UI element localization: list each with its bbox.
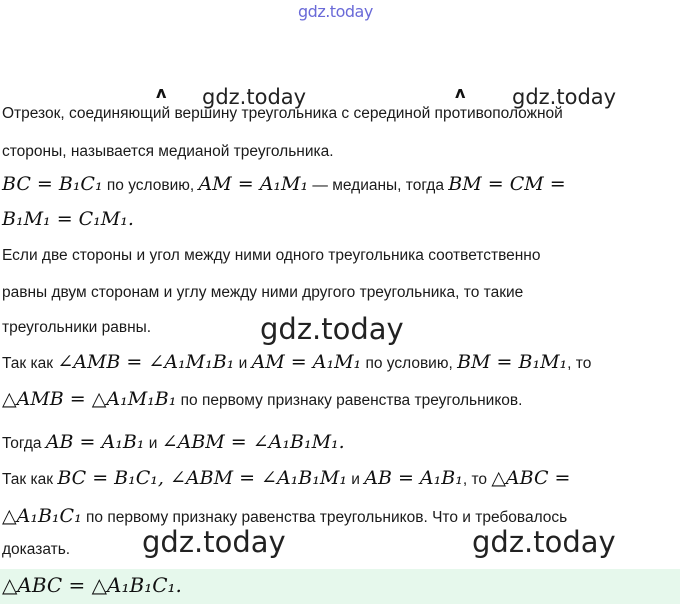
text-line: стороны, называется медианой треугольника.	[2, 143, 334, 160]
text-span: и	[144, 435, 162, 452]
math-expr: B₁M₁ = C₁M₁.	[2, 208, 134, 230]
text-line	[2, 505, 567, 527]
text-line	[2, 351, 591, 373]
math-expr: AB = A₁B₁	[45, 431, 145, 453]
math-expr: BC = B₁C₁	[2, 173, 103, 195]
text-span: по первому признаку равенства треугольников. Что и требовалось	[81, 509, 568, 526]
math-expr: △AMB = △A₁M₁B₁	[2, 388, 177, 410]
text-line	[2, 467, 570, 489]
watermark-top: gdz.today	[298, 2, 373, 21]
math-expr: BC = B₁C₁, ∠ABM = ∠A₁B₁M₁	[57, 467, 347, 489]
tick-mark: ʌ	[455, 83, 466, 102]
text-span: и	[234, 355, 252, 372]
watermark: gdz.today	[142, 525, 286, 559]
math-expr: AM = A₁M₁	[198, 173, 309, 195]
answer-box	[0, 569, 680, 604]
watermark: gdz.today	[260, 312, 404, 346]
tick-mark: ʌ	[156, 83, 167, 102]
text-line	[2, 173, 566, 195]
text-line	[2, 388, 522, 410]
watermark: gdz.today	[472, 525, 616, 559]
text-span: , то	[462, 471, 492, 488]
text-span: Тогда	[2, 435, 46, 452]
text-line: равны двум сторонам и углу между ними другого треугольника, то такие	[2, 284, 524, 301]
text-span: Так как	[2, 471, 58, 488]
math-expr: ∠AMB = ∠A₁M₁B₁	[57, 351, 235, 373]
text-span: и	[346, 471, 365, 488]
text-span: по условию,	[361, 355, 458, 372]
watermark: gdz.today	[512, 85, 617, 109]
text-span: по условию,	[102, 177, 199, 194]
math-expr: BM = B₁M₁	[457, 351, 568, 373]
text-line	[2, 431, 345, 453]
math-expr: △ABC =	[491, 467, 571, 489]
text-span: — медианы, тогда	[308, 177, 449, 194]
watermark: gdz.today	[202, 85, 307, 109]
math-expr: AM = A₁M₁	[251, 351, 362, 373]
math-expr: BM = CM =	[448, 173, 566, 195]
text-span: Так как	[2, 355, 58, 372]
text-line: треугольники равны.	[2, 319, 152, 336]
text-span: по первому признаку равенства треугольников.	[176, 392, 523, 409]
answer-text: △ABC = △A₁B₁C₁.	[2, 573, 182, 597]
math-expr: △A₁B₁C₁	[2, 505, 82, 527]
text-line: доказать.	[2, 541, 71, 558]
text-line: Если две стороны и угол между ними одного треугольника соответственно	[2, 247, 541, 264]
math-expr: ∠ABM = ∠A₁B₁M₁.	[161, 431, 345, 453]
math-expr: AB = A₁B₁	[364, 467, 463, 489]
text-span: , то	[567, 355, 592, 372]
text-line: Отрезок, соединяющий вершину треугольника с серединой противоположной	[2, 105, 563, 122]
text-line	[2, 208, 134, 230]
